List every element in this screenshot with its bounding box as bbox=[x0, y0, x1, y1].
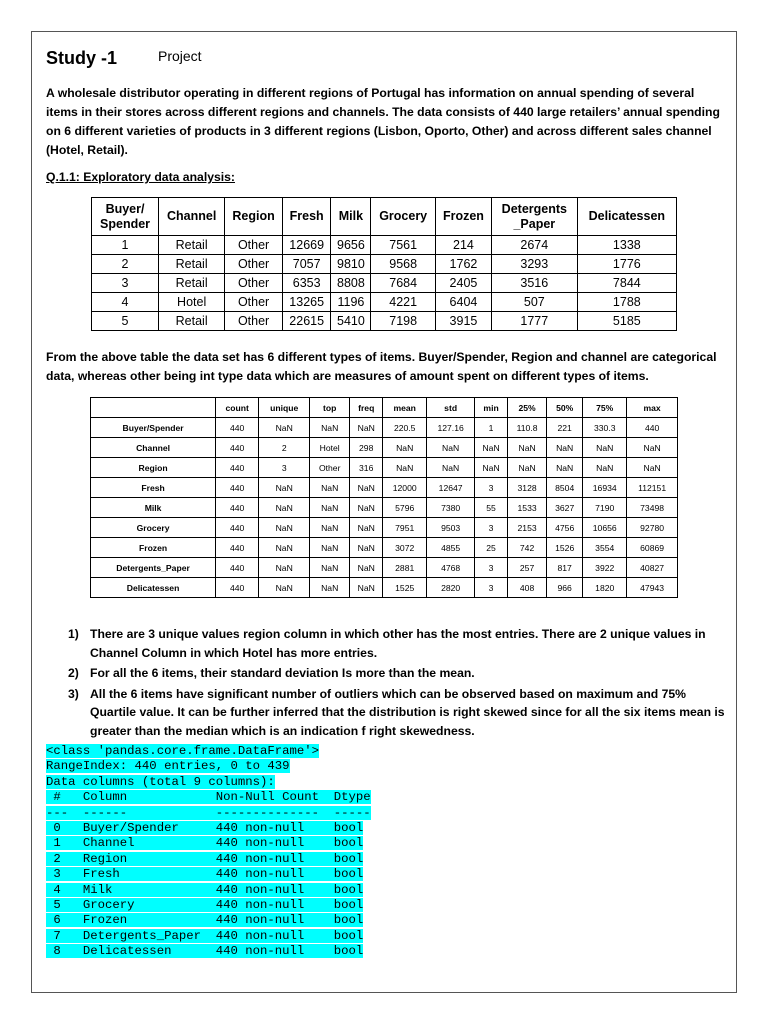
table-cell: 3915 bbox=[435, 312, 491, 331]
column-header: Region bbox=[225, 198, 283, 236]
table-cell: NaN bbox=[350, 578, 383, 598]
table-cell: 2405 bbox=[435, 274, 491, 293]
code-line bbox=[46, 898, 371, 913]
column-header: freq bbox=[350, 398, 383, 418]
table-cell: 40827 bbox=[627, 558, 678, 578]
code-line bbox=[46, 759, 371, 774]
column-header: Grocery bbox=[371, 198, 436, 236]
table-cell: 440 bbox=[216, 578, 259, 598]
table-cell: NaN bbox=[259, 418, 310, 438]
table-cell: NaN bbox=[350, 538, 383, 558]
table-cell: NaN bbox=[310, 578, 350, 598]
dataframe-info-output bbox=[46, 744, 371, 960]
code-line bbox=[46, 852, 371, 867]
table-cell: 298 bbox=[350, 438, 383, 458]
table-cell: NaN bbox=[508, 438, 547, 458]
table-cell: NaN bbox=[583, 458, 627, 478]
table-cell: 127.16 bbox=[427, 418, 475, 438]
row-label: Frozen bbox=[91, 538, 216, 558]
table-cell: 1533 bbox=[508, 498, 547, 518]
table-cell: 3 bbox=[92, 274, 159, 293]
column-header: Buyer/ Spender bbox=[92, 198, 159, 236]
column-header: Frozen bbox=[435, 198, 491, 236]
table-cell: 47943 bbox=[627, 578, 678, 598]
table-cell: 3 bbox=[475, 478, 508, 498]
row-label: Fresh bbox=[91, 478, 216, 498]
table-cell: 1526 bbox=[547, 538, 583, 558]
row-label: Region bbox=[91, 458, 216, 478]
page-subtitle: Project bbox=[158, 48, 202, 64]
table-row bbox=[92, 255, 677, 274]
table-cell: 966 bbox=[547, 578, 583, 598]
table-cell: 3 bbox=[475, 578, 508, 598]
table-cell: 2 bbox=[92, 255, 159, 274]
code-line-text: Data columns (total 9 columns): bbox=[46, 774, 275, 789]
table-cell: 6404 bbox=[435, 293, 491, 312]
table-cell: 8808 bbox=[331, 274, 371, 293]
table-cell: 92780 bbox=[627, 518, 678, 538]
code-line bbox=[46, 744, 371, 759]
list-text: There are 3 unique values region column in which other has the most entries. There are 2 unique values in Channel Column in which Hotel has more entries. bbox=[90, 627, 706, 660]
code-line bbox=[46, 944, 371, 959]
code-line-text: <class 'pandas.core.frame.DataFrame'> bbox=[46, 744, 320, 758]
table-cell: 440 bbox=[216, 538, 259, 558]
row-label: Grocery bbox=[91, 518, 216, 538]
table-cell: 1 bbox=[92, 236, 159, 255]
table-cell: NaN bbox=[259, 538, 310, 558]
code-line bbox=[46, 836, 371, 851]
column-header: Fresh bbox=[282, 198, 330, 236]
table-cell: NaN bbox=[259, 478, 310, 498]
table-cell: NaN bbox=[350, 498, 383, 518]
table-cell: 3 bbox=[475, 558, 508, 578]
code-line bbox=[46, 883, 371, 898]
page-title: Study -1 bbox=[46, 48, 118, 68]
table-cell: Other bbox=[225, 293, 283, 312]
table-cell: NaN bbox=[350, 418, 383, 438]
row-label: Delicatessen bbox=[91, 578, 216, 598]
table-cell: NaN bbox=[350, 558, 383, 578]
table-cell: NaN bbox=[259, 518, 310, 538]
column-header: max bbox=[627, 398, 678, 418]
table-cell: Other bbox=[310, 458, 350, 478]
table-cell: NaN bbox=[627, 458, 678, 478]
table-cell: 1820 bbox=[583, 578, 627, 598]
table-cell: 3 bbox=[475, 518, 508, 538]
table-cell: 408 bbox=[508, 578, 547, 598]
code-line-text: 3 Fresh 440 non-null bool bbox=[46, 867, 364, 882]
table-cell: NaN bbox=[475, 458, 508, 478]
column-header: Channel bbox=[159, 198, 225, 236]
table-row bbox=[92, 236, 677, 255]
table-cell: 440 bbox=[216, 438, 259, 458]
column-header bbox=[91, 398, 216, 418]
table-cell: 257 bbox=[508, 558, 547, 578]
table-cell: Hotel bbox=[159, 293, 225, 312]
column-header: 75% bbox=[583, 398, 627, 418]
describe-table bbox=[90, 397, 678, 598]
table-cell: 5 bbox=[92, 312, 159, 331]
table-cell: Retail bbox=[159, 236, 225, 255]
code-line-text: RangeIndex: 440 entries, 0 to 439 bbox=[46, 759, 290, 774]
column-header: 50% bbox=[547, 398, 583, 418]
table-row bbox=[91, 478, 678, 498]
table-cell: 7190 bbox=[583, 498, 627, 518]
table-cell: 112151 bbox=[627, 478, 678, 498]
table-cell: 4756 bbox=[547, 518, 583, 538]
table-cell: Retail bbox=[159, 312, 225, 331]
row-label: Milk bbox=[91, 498, 216, 518]
table-cell: 10656 bbox=[583, 518, 627, 538]
column-header: min bbox=[475, 398, 508, 418]
table-cell: 3 bbox=[259, 458, 310, 478]
table-cell: Other bbox=[225, 255, 283, 274]
code-line bbox=[46, 806, 371, 821]
table-cell: NaN bbox=[310, 478, 350, 498]
list-text: For all the 6 items, their standard deviation Is more than the mean. bbox=[90, 666, 475, 680]
table-cell: 1788 bbox=[577, 293, 676, 312]
table-cell: 7380 bbox=[427, 498, 475, 518]
code-line-text: 6 Frozen 440 non-null bool bbox=[46, 913, 364, 928]
table-cell: 2820 bbox=[427, 578, 475, 598]
table-cell: NaN bbox=[310, 538, 350, 558]
table-cell: 73498 bbox=[627, 498, 678, 518]
table-cell: 13265 bbox=[282, 293, 330, 312]
table-cell: 16934 bbox=[583, 478, 627, 498]
table-cell: NaN bbox=[627, 438, 678, 458]
table-cell: 12669 bbox=[282, 236, 330, 255]
table-cell: 55 bbox=[475, 498, 508, 518]
table-cell: 1525 bbox=[383, 578, 427, 598]
table-cell: NaN bbox=[310, 498, 350, 518]
table-cell: 7057 bbox=[282, 255, 330, 274]
table-cell: 3072 bbox=[383, 538, 427, 558]
table-cell: NaN bbox=[547, 438, 583, 458]
column-header: Milk bbox=[331, 198, 371, 236]
row-label: Channel bbox=[91, 438, 216, 458]
table-row bbox=[92, 293, 677, 312]
table-cell: 3554 bbox=[583, 538, 627, 558]
table-row bbox=[91, 578, 678, 598]
table-cell: NaN bbox=[475, 438, 508, 458]
table-cell: 7684 bbox=[371, 274, 436, 293]
table-cell: 7844 bbox=[577, 274, 676, 293]
table-row bbox=[91, 538, 678, 558]
table-cell: NaN bbox=[427, 458, 475, 478]
table-cell: 60869 bbox=[627, 538, 678, 558]
table-cell: 12000 bbox=[383, 478, 427, 498]
table-cell: 440 bbox=[216, 558, 259, 578]
findings-list bbox=[68, 625, 728, 742]
list-text: All the 6 items have significant number of outliers which can be observed based on maximum and 75% Quartile value. It can be further inferred that the distribution is right skewed since for all the six items mean is greater than the median which is an indication f right skewedness. bbox=[90, 686, 725, 738]
table-cell: 7561 bbox=[371, 236, 436, 255]
table-cell: 110.8 bbox=[508, 418, 547, 438]
table-cell: 2881 bbox=[383, 558, 427, 578]
table-cell: 440 bbox=[216, 418, 259, 438]
table-cell: NaN bbox=[259, 578, 310, 598]
table-row bbox=[91, 518, 678, 538]
code-line-text: --- ------ -------------- ----- bbox=[46, 805, 371, 820]
table-row bbox=[92, 274, 677, 293]
table-cell: Other bbox=[225, 312, 283, 331]
table-cell: 440 bbox=[627, 418, 678, 438]
table-cell: 3627 bbox=[547, 498, 583, 518]
table-cell: 5796 bbox=[383, 498, 427, 518]
table-cell: 1776 bbox=[577, 255, 676, 274]
table-row bbox=[92, 312, 677, 331]
table-cell: 7951 bbox=[383, 518, 427, 538]
table-cell: 1196 bbox=[331, 293, 371, 312]
table-cell: 4768 bbox=[427, 558, 475, 578]
table-cell: 9568 bbox=[371, 255, 436, 274]
list-number: 1) bbox=[68, 627, 79, 641]
table-cell: Retail bbox=[159, 255, 225, 274]
table-cell: 12647 bbox=[427, 478, 475, 498]
table-cell: NaN bbox=[310, 518, 350, 538]
table-cell: 330.3 bbox=[583, 418, 627, 438]
code-line-text: 0 Buyer/Spender 440 non-null bool bbox=[46, 821, 364, 836]
table-cell: 742 bbox=[508, 538, 547, 558]
column-header: 25% bbox=[508, 398, 547, 418]
table-cell: NaN bbox=[310, 558, 350, 578]
column-header: mean bbox=[383, 398, 427, 418]
table-cell: 25 bbox=[475, 538, 508, 558]
table-cell: 1762 bbox=[435, 255, 491, 274]
table-cell: NaN bbox=[259, 558, 310, 578]
code-line bbox=[46, 821, 371, 836]
code-line-text: 1 Channel 440 non-null bool bbox=[46, 836, 364, 851]
table-cell: NaN bbox=[259, 498, 310, 518]
table-cell: 5185 bbox=[577, 312, 676, 331]
code-line-text: 5 Grocery 440 non-null bool bbox=[46, 898, 364, 913]
table-row bbox=[91, 438, 678, 458]
table-cell: 9810 bbox=[331, 255, 371, 274]
table-cell: Other bbox=[225, 236, 283, 255]
table-row bbox=[91, 458, 678, 478]
table-cell: 1777 bbox=[491, 312, 577, 331]
table-cell: 3128 bbox=[508, 478, 547, 498]
table-cell: Other bbox=[225, 274, 283, 293]
table-cell: 440 bbox=[216, 518, 259, 538]
table-row bbox=[91, 498, 678, 518]
list-item bbox=[68, 664, 728, 683]
list-item bbox=[68, 625, 728, 662]
table-cell: 4 bbox=[92, 293, 159, 312]
section-heading: Q.1.1: Exploratory data analysis: bbox=[46, 170, 235, 184]
table-cell: 440 bbox=[216, 498, 259, 518]
table-cell: NaN bbox=[383, 458, 427, 478]
table-cell: 1 bbox=[475, 418, 508, 438]
table-cell: 316 bbox=[350, 458, 383, 478]
table-cell: 5410 bbox=[331, 312, 371, 331]
column-header: unique bbox=[259, 398, 310, 418]
table-row bbox=[91, 418, 678, 438]
table-cell: NaN bbox=[310, 418, 350, 438]
table-row bbox=[91, 558, 678, 578]
code-line-text: 7 Detergents_Paper 440 non-null bool bbox=[46, 928, 364, 943]
table-cell: 220.5 bbox=[383, 418, 427, 438]
table-cell: NaN bbox=[547, 458, 583, 478]
table-cell: 440 bbox=[216, 478, 259, 498]
table-cell: 4221 bbox=[371, 293, 436, 312]
table-cell: 9656 bbox=[331, 236, 371, 255]
table-cell: 2 bbox=[259, 438, 310, 458]
table-header-row bbox=[91, 398, 678, 418]
code-line bbox=[46, 790, 371, 805]
summary-paragraph: From the above table the data set has 6 different types of items. Buyer/Spender, Region and channel are categorical data, whereas other being int type data which are measures of amount spent on different types of items. bbox=[46, 350, 717, 383]
table-cell: 2153 bbox=[508, 518, 547, 538]
row-label: Detergents_Paper bbox=[91, 558, 216, 578]
sample-data-table bbox=[91, 197, 677, 331]
intro-paragraph: A wholesale distributor operating in different regions of Portugal has information on annual spending of several items in their stores across different regions and channels. The data consists of 440 large retailers’ annual spending on 6 different varieties of products in 3 different regions (Lisbon, Oporto, Other) and across different sales channel (Hotel, Retail). bbox=[46, 86, 720, 157]
table-cell: 817 bbox=[547, 558, 583, 578]
code-line bbox=[46, 775, 371, 790]
table-cell: NaN bbox=[583, 438, 627, 458]
table-cell: 8504 bbox=[547, 478, 583, 498]
table-cell: NaN bbox=[350, 518, 383, 538]
table-cell: 221 bbox=[547, 418, 583, 438]
table-header-row bbox=[92, 198, 677, 236]
list-number: 3) bbox=[68, 686, 79, 701]
code-line bbox=[46, 929, 371, 944]
code-line-text: 2 Region 440 non-null bool bbox=[46, 851, 364, 866]
code-line bbox=[46, 867, 371, 882]
table-cell: 3516 bbox=[491, 274, 577, 293]
table-cell: NaN bbox=[508, 458, 547, 478]
code-line-text: 8 Delicatessen 440 non-null bool bbox=[46, 944, 364, 959]
table-cell: 1338 bbox=[577, 236, 676, 255]
table-cell: 7198 bbox=[371, 312, 436, 331]
column-header: top bbox=[310, 398, 350, 418]
table-cell: Retail bbox=[159, 274, 225, 293]
table-cell: Hotel bbox=[310, 438, 350, 458]
table-cell: 6353 bbox=[282, 274, 330, 293]
table-cell: NaN bbox=[350, 478, 383, 498]
table-cell: 4855 bbox=[427, 538, 475, 558]
column-header: std bbox=[427, 398, 475, 418]
table-cell: 3922 bbox=[583, 558, 627, 578]
table-cell: 440 bbox=[216, 458, 259, 478]
code-line-text: # Column Non-Null Count Dtype bbox=[46, 790, 371, 805]
table-cell: 2674 bbox=[491, 236, 577, 255]
table-cell: 507 bbox=[491, 293, 577, 312]
table-cell: 9503 bbox=[427, 518, 475, 538]
table-cell: NaN bbox=[427, 438, 475, 458]
column-header: count bbox=[216, 398, 259, 418]
table-cell: 22615 bbox=[282, 312, 330, 331]
table-cell: 3293 bbox=[491, 255, 577, 274]
list-number: 2) bbox=[68, 666, 79, 680]
table-cell: NaN bbox=[383, 438, 427, 458]
column-header: Delicatessen bbox=[577, 198, 676, 236]
list-item bbox=[68, 685, 728, 741]
row-label: Buyer/Spender bbox=[91, 418, 216, 438]
code-line bbox=[46, 913, 371, 928]
column-header: Detergents _Paper bbox=[491, 198, 577, 236]
table-cell: 214 bbox=[435, 236, 491, 255]
code-line-text: 4 Milk 440 non-null bool bbox=[46, 882, 364, 897]
